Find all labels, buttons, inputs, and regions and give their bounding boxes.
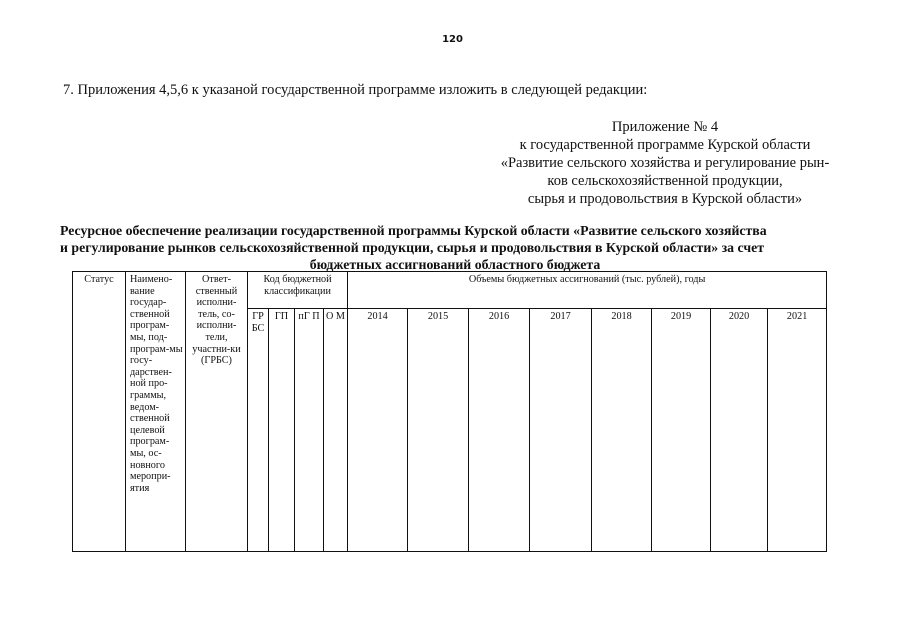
header-year: 2014 (348, 309, 408, 552)
header-year: 2019 (652, 309, 711, 552)
header-year: 2015 (408, 309, 469, 552)
intro-paragraph: 7. Приложения 4,5,6 к указаной государственной программе изложить в следующей редакции: (63, 82, 648, 98)
appendix-line: «Развитие сельского хозяйства и регулирование рын- (500, 155, 830, 171)
header-year: 2020 (711, 309, 768, 552)
page-number: 120 (442, 34, 463, 45)
table-heading-line: Ресурсное обеспечение реализации государственной программы Курской области «Развитие сельского хозяйства (60, 223, 767, 238)
header-executor: Ответ-ственный исполни-тель, со-исполни-тели, участни-ки (ГРБС) (186, 272, 248, 552)
header-status: Статус (73, 272, 126, 552)
header-volumes-group: Объемы бюджетных ассигнований (тыс. рублей), годы (348, 272, 827, 309)
header-code-group: Код бюджетной классификации (248, 272, 348, 309)
table-heading-line: и регулирование рынков сельскохозяйственной продукции, сырья и продовольствия в Курской области» за счет (60, 240, 765, 255)
appendix-line: ков сельскохозяйственной продукции, (547, 173, 783, 189)
appendix-title: Приложение № 4 (611, 119, 719, 135)
header-name: Наимено-вание государ-ственной програм-мы, под-програм-мы госу-дарствен-ной про-граммы, ведом-ственной целевой програм-мы, ос-новного меропри-ятия (126, 272, 186, 552)
table-heading-line: бюджетных ассигнований областного бюджета (309, 257, 601, 272)
header-code-om: О М (324, 309, 348, 552)
header-code-grbs: ГР БС (248, 309, 269, 552)
budget-table (72, 271, 827, 552)
header-year: 2021 (768, 309, 827, 552)
header-code-pgp: пГ П (295, 309, 324, 552)
header-year: 2018 (592, 309, 652, 552)
appendix-line: к государственной программе Курской области (519, 137, 811, 153)
header-year: 2016 (469, 309, 530, 552)
header-year: 2017 (530, 309, 592, 552)
header-code-gp: ГП (269, 309, 295, 552)
appendix-line: сырья и продовольствия в Курской области» (527, 191, 803, 207)
